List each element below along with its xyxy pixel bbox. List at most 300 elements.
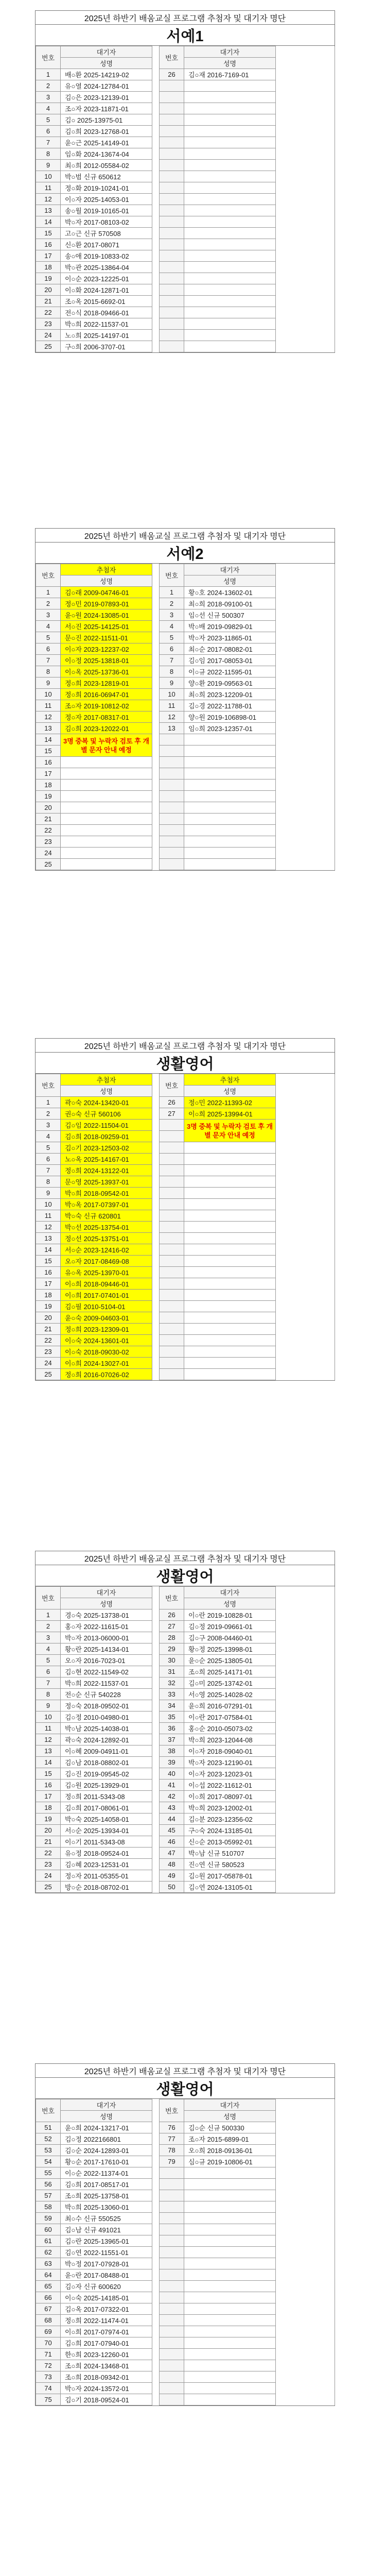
blank-cell bbox=[276, 802, 335, 814]
applicant-name bbox=[184, 757, 276, 768]
applicant-name bbox=[184, 148, 276, 160]
table-row bbox=[36, 1870, 335, 1882]
applicant-name: 김○현 2022-11549-02 bbox=[61, 1666, 152, 1677]
row-number: 16 bbox=[36, 239, 61, 250]
col-header-group-right: 대기자 bbox=[184, 1587, 276, 1598]
column-gap bbox=[152, 2269, 160, 2281]
applicant-name: 김○정 2010-04980-01 bbox=[61, 1711, 152, 1723]
col-header-name-right: 성명 bbox=[184, 58, 276, 69]
row-number: 74 bbox=[36, 2383, 61, 2394]
applicant-name: 정○자 2011-05355-01 bbox=[61, 1870, 152, 1882]
applicant-name bbox=[184, 1312, 276, 1324]
applicant-name bbox=[184, 836, 276, 848]
applicant-name: 박○자 2017-08103-02 bbox=[61, 216, 152, 228]
row-number: 1 bbox=[36, 1609, 61, 1621]
row-number bbox=[160, 182, 184, 194]
applicant-name: 노○희 2025-14197-01 bbox=[61, 330, 152, 341]
table-row bbox=[36, 2394, 335, 2405]
applicant-name: 한○희 2023-12260-01 bbox=[61, 2349, 152, 2360]
row-number: 2 bbox=[160, 598, 184, 609]
applicant-name bbox=[184, 307, 276, 318]
column-gap bbox=[152, 655, 160, 666]
column-gap bbox=[152, 1358, 160, 1369]
row-number: 3 bbox=[36, 1632, 61, 1643]
table-row bbox=[36, 1655, 335, 1666]
applicant-name: 박○관 2025-13864-04 bbox=[61, 262, 152, 273]
blank-cell bbox=[276, 2349, 335, 2360]
blank-cell bbox=[276, 296, 335, 307]
applicant-name: 이○자 2023-12023-01 bbox=[184, 1768, 276, 1780]
col-header-name-left: 성명 bbox=[61, 58, 152, 69]
column-gap bbox=[152, 1609, 160, 1621]
row-number: 4 bbox=[36, 621, 61, 632]
applicant-name bbox=[184, 2281, 276, 2292]
applicant-name: 이○숙 2018-09030-02 bbox=[61, 1346, 152, 1358]
row-number: 1 bbox=[36, 69, 61, 80]
column-gap bbox=[152, 1222, 160, 1233]
row-number: 71 bbox=[36, 2349, 61, 2360]
table-row bbox=[36, 148, 335, 160]
row-number: 25 bbox=[36, 341, 61, 352]
row-number: 27 bbox=[160, 1108, 184, 1120]
table-row bbox=[36, 137, 335, 148]
blank-cell bbox=[276, 341, 335, 352]
applicant-name: 김○연 2022-11551-01 bbox=[61, 2247, 152, 2258]
column-gap bbox=[152, 734, 160, 745]
row-number: 35 bbox=[160, 1711, 184, 1723]
blank-cell bbox=[276, 1643, 335, 1655]
table-row bbox=[36, 2201, 335, 2213]
blank-cell bbox=[276, 1757, 335, 1768]
row-number: 22 bbox=[36, 1848, 61, 1859]
applicant-name bbox=[61, 836, 152, 848]
table-row bbox=[36, 2303, 335, 2315]
row-number bbox=[160, 137, 184, 148]
column-gap bbox=[152, 1176, 160, 1188]
blank-cell bbox=[276, 1244, 335, 1256]
row-number bbox=[160, 296, 184, 307]
row-number bbox=[160, 1154, 184, 1165]
table-row bbox=[36, 1734, 335, 1745]
applicant-name: 문○영 2025-13937-01 bbox=[61, 1176, 152, 1188]
applicant-name: 김○순 2024-12893-01 bbox=[61, 2145, 152, 2156]
blank-cell bbox=[276, 564, 335, 587]
blank-cell bbox=[276, 137, 335, 148]
row-number: 22 bbox=[36, 1335, 61, 1346]
column-gap bbox=[152, 609, 160, 621]
column-gap bbox=[152, 2326, 160, 2337]
row-number bbox=[160, 1142, 184, 1154]
row-number: 7 bbox=[160, 655, 184, 666]
table-row bbox=[36, 2224, 335, 2235]
row-number: 24 bbox=[36, 330, 61, 341]
applicant-name: 김○연 2024-13105-01 bbox=[184, 1882, 276, 1893]
applicant-name: 문○진 2022-11511-01 bbox=[61, 632, 152, 643]
applicant-name bbox=[184, 2303, 276, 2315]
table-row bbox=[36, 723, 335, 734]
table-row bbox=[36, 2281, 335, 2292]
row-number: 10 bbox=[160, 689, 184, 700]
column-gap bbox=[152, 1700, 160, 1711]
applicant-name: 정○민 2019-07893-01 bbox=[61, 598, 152, 609]
row-number: 13 bbox=[36, 1745, 61, 1757]
table-row bbox=[36, 2213, 335, 2224]
row-number: 43 bbox=[160, 1802, 184, 1814]
table-row bbox=[36, 228, 335, 239]
applicant-name bbox=[184, 182, 276, 194]
table-row bbox=[36, 711, 335, 723]
table-row bbox=[36, 1757, 335, 1768]
row-number bbox=[160, 2247, 184, 2258]
table-row bbox=[36, 1814, 335, 1825]
col-header-group-left: 대기자 bbox=[61, 46, 152, 58]
applicant-name bbox=[184, 2337, 276, 2349]
row-number bbox=[160, 2349, 184, 2360]
row-number: 12 bbox=[36, 711, 61, 723]
column-gap bbox=[152, 1848, 160, 1859]
applicant-name: 이○희 2017-08097-01 bbox=[184, 1791, 276, 1802]
row-number: 15 bbox=[36, 1256, 61, 1267]
applicant-name: 김○미 2025-13742-01 bbox=[184, 1677, 276, 1689]
column-gap bbox=[152, 80, 160, 92]
col-header-number: 번호 bbox=[36, 1074, 61, 1097]
applicant-name bbox=[184, 2269, 276, 2281]
row-number bbox=[160, 194, 184, 205]
row-number: 15 bbox=[36, 745, 61, 757]
column-gap bbox=[152, 711, 160, 723]
applicant-name bbox=[184, 1335, 276, 1346]
col-header-number: 번호 bbox=[160, 2099, 184, 2122]
col-header-number: 번호 bbox=[36, 46, 61, 69]
col-header-number: 번호 bbox=[36, 1587, 61, 1609]
applicant-name bbox=[184, 2167, 276, 2179]
row-number bbox=[160, 1256, 184, 1267]
blank-cell bbox=[276, 768, 335, 779]
column-gap bbox=[152, 1745, 160, 1757]
row-number bbox=[160, 80, 184, 92]
row-number bbox=[160, 1188, 184, 1199]
table-row bbox=[36, 2337, 335, 2349]
row-number bbox=[160, 273, 184, 284]
blank-cell bbox=[276, 171, 335, 182]
applicant-name: 유○열 2024-12784-01 bbox=[61, 80, 152, 92]
blank-cell bbox=[276, 1700, 335, 1711]
column-gap bbox=[152, 262, 160, 273]
applicant-name bbox=[184, 250, 276, 262]
blank-cell bbox=[276, 69, 335, 80]
applicant-name: 오○자 2016-7023-01 bbox=[61, 1655, 152, 1666]
blank-cell bbox=[276, 239, 335, 250]
row-number: 5 bbox=[36, 632, 61, 643]
blank-cell bbox=[276, 723, 335, 734]
sheet-title: 2025년 하반기 배움교실 프로그램 추첨자 및 대기자 명단 bbox=[36, 1039, 335, 1053]
roster-sheet bbox=[35, 528, 335, 871]
applicant-name: 유○정 2018-09524-01 bbox=[61, 1848, 152, 1859]
row-number bbox=[160, 318, 184, 330]
row-number bbox=[160, 2326, 184, 2337]
blank-cell bbox=[276, 1677, 335, 1689]
column-gap bbox=[152, 848, 160, 859]
blank-cell bbox=[276, 711, 335, 723]
column-gap bbox=[152, 1210, 160, 1222]
applicant-name bbox=[184, 2258, 276, 2269]
row-number bbox=[160, 1358, 184, 1369]
blank-cell bbox=[276, 1290, 335, 1301]
column-gap bbox=[152, 1757, 160, 1768]
column-gap bbox=[152, 1278, 160, 1290]
column-gap bbox=[152, 2213, 160, 2224]
row-number: 55 bbox=[36, 2167, 61, 2179]
row-number: 76 bbox=[160, 2122, 184, 2133]
table-row bbox=[36, 859, 335, 870]
row-number bbox=[160, 205, 184, 216]
blank-cell bbox=[276, 80, 335, 92]
applicant-name: 김○정 2022166801 bbox=[61, 2133, 152, 2145]
applicant-name: 김○재 2016-7169-01 bbox=[184, 69, 276, 80]
applicant-name bbox=[184, 137, 276, 148]
row-number bbox=[160, 745, 184, 757]
row-number: 5 bbox=[160, 632, 184, 643]
blank-cell bbox=[276, 791, 335, 802]
row-number: 29 bbox=[160, 1643, 184, 1655]
applicant-name bbox=[184, 273, 276, 284]
blank-cell bbox=[276, 677, 335, 689]
row-number bbox=[160, 814, 184, 825]
applicant-name bbox=[184, 2247, 276, 2258]
applicant-name: 신○순 2013-05992-01 bbox=[184, 1836, 276, 1848]
row-number: 3 bbox=[36, 92, 61, 103]
row-number: 22 bbox=[36, 825, 61, 836]
table-row bbox=[36, 1689, 335, 1700]
column-gap bbox=[152, 2360, 160, 2371]
row-number: 30 bbox=[160, 1655, 184, 1666]
blank-cell bbox=[276, 814, 335, 825]
row-number: 6 bbox=[36, 126, 61, 137]
column-gap bbox=[152, 836, 160, 848]
column-gap bbox=[152, 757, 160, 768]
applicant-name bbox=[184, 734, 276, 745]
applicant-name bbox=[61, 848, 152, 859]
applicant-name: 최○희 2018-09100-01 bbox=[184, 598, 276, 609]
table-row bbox=[36, 848, 335, 859]
row-number: 7 bbox=[36, 1677, 61, 1689]
table-row bbox=[36, 103, 335, 114]
applicant-name: 이○섭 2022-11612-01 bbox=[184, 1780, 276, 1791]
column-gap bbox=[152, 1346, 160, 1358]
row-number bbox=[160, 2315, 184, 2326]
column-gap bbox=[152, 1859, 160, 1870]
column-gap bbox=[152, 2394, 160, 2405]
column-gap bbox=[152, 2179, 160, 2190]
applicant-name: 임○희 2023-12357-01 bbox=[184, 723, 276, 734]
applicant-name: 박○남 신규 510707 bbox=[184, 1848, 276, 1859]
applicant-name bbox=[184, 1176, 276, 1188]
row-number: 3 bbox=[36, 1120, 61, 1131]
applicant-name: 김○자 신규 600620 bbox=[61, 2281, 152, 2292]
table-row bbox=[36, 284, 335, 296]
column-gap bbox=[152, 2337, 160, 2349]
applicant-name: 홍○자 2022-11615-01 bbox=[61, 1621, 152, 1632]
program-name: 생활영어 bbox=[36, 1565, 335, 1586]
applicant-name bbox=[184, 1210, 276, 1222]
applicant-name bbox=[184, 1267, 276, 1278]
blank-cell bbox=[276, 114, 335, 126]
applicant-name: 정○숙 2018-09502-01 bbox=[61, 1700, 152, 1711]
table-row bbox=[36, 1609, 335, 1621]
table-row bbox=[36, 250, 335, 262]
applicant-name: 박○희 2018-09542-01 bbox=[61, 1188, 152, 1199]
blank-cell bbox=[276, 1335, 335, 1346]
applicant-name: 김○희 2023-12768-01 bbox=[61, 126, 152, 137]
blank-cell bbox=[276, 1621, 335, 1632]
applicant-name: 이○자 2023-12237-02 bbox=[61, 643, 152, 655]
table-row bbox=[36, 779, 335, 791]
applicant-name bbox=[184, 2383, 276, 2394]
applicant-name: 황○호 2024-13602-01 bbox=[184, 587, 276, 598]
table-row bbox=[36, 114, 335, 126]
applicant-name: 이○자 2018-09040-01 bbox=[184, 1745, 276, 1757]
table-row bbox=[36, 825, 335, 836]
table-row bbox=[36, 700, 335, 711]
column-gap bbox=[152, 1369, 160, 1380]
column-gap bbox=[152, 205, 160, 216]
row-number: 5 bbox=[36, 1655, 61, 1666]
applicant-name bbox=[184, 802, 276, 814]
table-row bbox=[36, 814, 335, 825]
row-number: 47 bbox=[160, 1848, 184, 1859]
applicant-name: 노○옥 2025-14167-01 bbox=[61, 1154, 152, 1165]
row-number: 10 bbox=[36, 1711, 61, 1723]
row-number: 7 bbox=[36, 1165, 61, 1176]
row-number: 21 bbox=[36, 1836, 61, 1848]
blank-cell bbox=[276, 1723, 335, 1734]
blank-cell bbox=[276, 1074, 335, 1097]
row-number: 19 bbox=[36, 1814, 61, 1825]
applicant-name bbox=[184, 1346, 276, 1358]
table-row bbox=[36, 1768, 335, 1780]
table-row bbox=[36, 655, 335, 666]
column-gap bbox=[152, 330, 160, 341]
blank-cell bbox=[276, 1233, 335, 1244]
col-header-number: 번호 bbox=[160, 1587, 184, 1609]
column-gap bbox=[152, 1290, 160, 1301]
row-number: 31 bbox=[160, 1666, 184, 1677]
row-number: 27 bbox=[160, 1621, 184, 1632]
column-gap bbox=[152, 1120, 160, 1131]
row-number: 23 bbox=[36, 836, 61, 848]
row-number: 15 bbox=[36, 1768, 61, 1780]
applicant-name bbox=[184, 2292, 276, 2303]
column-gap bbox=[152, 171, 160, 182]
column-gap bbox=[152, 148, 160, 160]
blank-cell bbox=[276, 228, 335, 239]
row-number bbox=[160, 1335, 184, 1346]
table-row bbox=[36, 194, 335, 205]
column-gap bbox=[152, 318, 160, 330]
blank-cell bbox=[276, 318, 335, 330]
table-row bbox=[36, 2179, 335, 2190]
column-gap bbox=[152, 825, 160, 836]
row-number: 26 bbox=[160, 69, 184, 80]
column-gap bbox=[152, 1108, 160, 1120]
column-gap bbox=[152, 1768, 160, 1780]
row-number bbox=[160, 262, 184, 273]
row-number bbox=[160, 341, 184, 352]
column-gap bbox=[152, 126, 160, 137]
blank-cell bbox=[276, 160, 335, 171]
table-row bbox=[36, 296, 335, 307]
applicant-name: 김○남 신규 491021 bbox=[61, 2224, 152, 2235]
blank-cell bbox=[276, 2145, 335, 2156]
column-gap bbox=[152, 2371, 160, 2383]
row-number: 3 bbox=[160, 609, 184, 621]
table-row bbox=[36, 1346, 335, 1358]
column-gap bbox=[152, 1723, 160, 1734]
applicant-name: 이○순 2022-11374-01 bbox=[61, 2167, 152, 2179]
row-number: 20 bbox=[36, 1825, 61, 1836]
column-gap bbox=[152, 677, 160, 689]
column-gap bbox=[152, 2224, 160, 2235]
row-number bbox=[160, 802, 184, 814]
blank-cell bbox=[276, 1587, 335, 1609]
applicant-name bbox=[184, 814, 276, 825]
row-number: 18 bbox=[36, 1290, 61, 1301]
table-row bbox=[36, 2122, 335, 2133]
table-row bbox=[36, 1723, 335, 1734]
table-row bbox=[36, 171, 335, 182]
applicant-name: 이○순 2023-12225-01 bbox=[61, 273, 152, 284]
row-number bbox=[160, 791, 184, 802]
column-gap bbox=[152, 1632, 160, 1643]
applicant-name: 정○희 2022-11474-01 bbox=[61, 2315, 152, 2326]
blank-cell bbox=[276, 1369, 335, 1380]
table-row bbox=[36, 1142, 335, 1154]
applicant-name: 김○기 2023-12503-02 bbox=[61, 1142, 152, 1154]
blank-cell bbox=[276, 757, 335, 768]
table-row bbox=[36, 1677, 335, 1689]
table-row bbox=[36, 2371, 335, 2383]
row-number: 16 bbox=[36, 1267, 61, 1278]
row-number: 10 bbox=[36, 689, 61, 700]
table-row bbox=[36, 1882, 335, 1893]
blank-cell bbox=[276, 836, 335, 848]
row-number bbox=[160, 1369, 184, 1380]
row-number: 10 bbox=[36, 171, 61, 182]
column-gap bbox=[152, 1312, 160, 1324]
row-number: 3 bbox=[36, 609, 61, 621]
column-gap bbox=[152, 1780, 160, 1791]
row-number: 1 bbox=[36, 1097, 61, 1108]
applicant-name bbox=[61, 757, 152, 768]
column-gap bbox=[152, 2156, 160, 2167]
applicant-name: 서○순 2025-13934-01 bbox=[61, 1825, 152, 1836]
blank-cell bbox=[276, 1188, 335, 1199]
row-number: 19 bbox=[36, 273, 61, 284]
roster-table bbox=[36, 1586, 335, 1893]
table-row bbox=[36, 1312, 335, 1324]
row-number: 24 bbox=[36, 848, 61, 859]
row-number: 65 bbox=[36, 2281, 61, 2292]
col-header-name-left: 성명 bbox=[61, 1598, 152, 1609]
applicant-name: 조○자 2015-6899-01 bbox=[184, 2133, 276, 2145]
row-number: 66 bbox=[36, 2292, 61, 2303]
row-number: 8 bbox=[36, 666, 61, 677]
blank-cell bbox=[276, 2213, 335, 2224]
applicant-name: 윤○순 2025-13805-01 bbox=[184, 1655, 276, 1666]
row-number bbox=[160, 160, 184, 171]
blank-cell bbox=[276, 1859, 335, 1870]
row-number: 54 bbox=[36, 2156, 61, 2167]
